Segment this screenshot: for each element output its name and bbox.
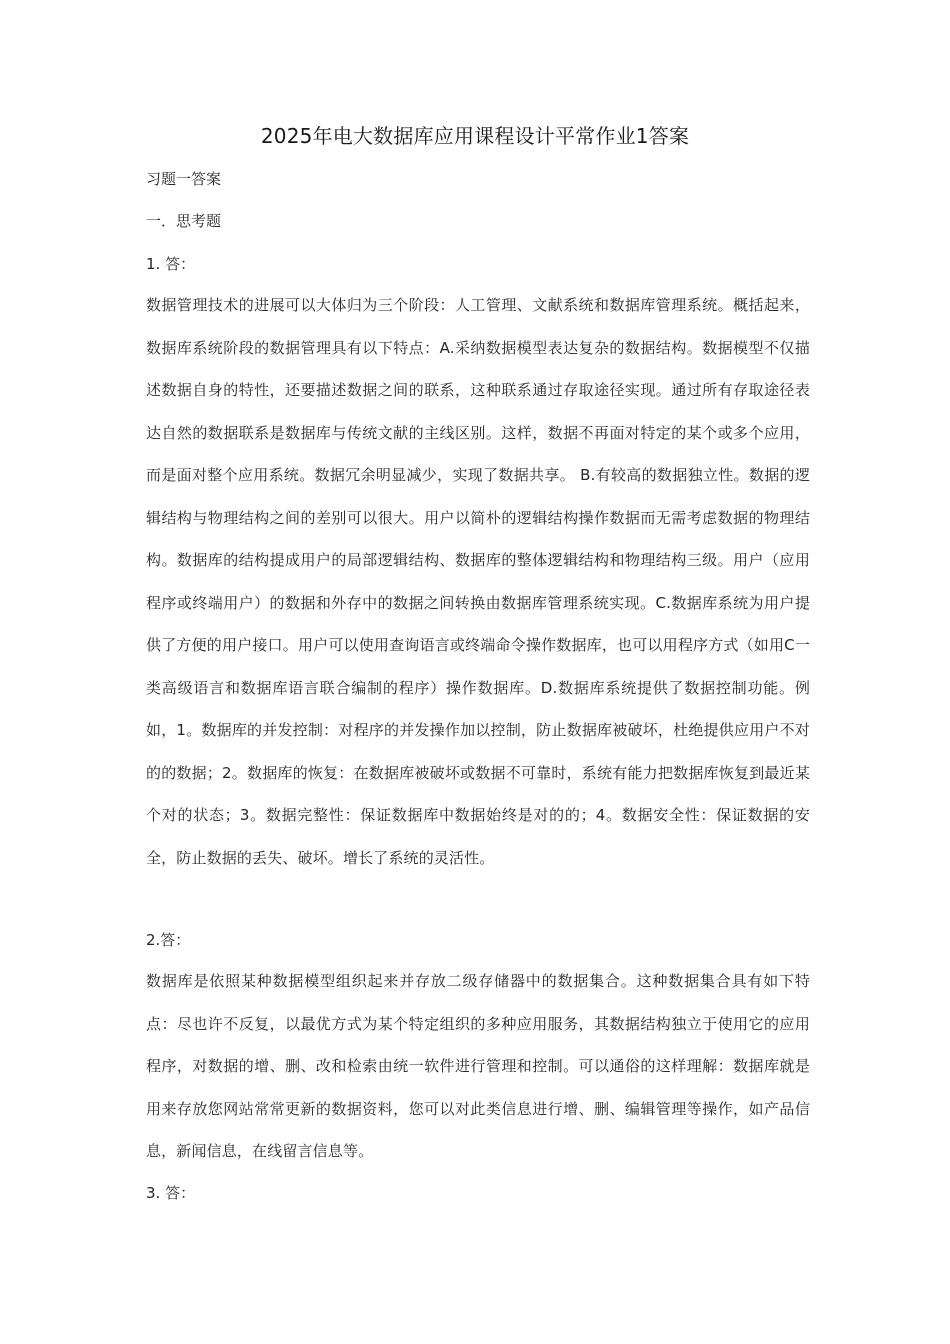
question-2-answer: 数据库是依照某种数据模型组织起来并存放二级存储器中的数据集合。这种数据集合具有如下特点：尽也许不反复，以最优方式为某个特定组织的多种应用服务，其数据结构独立于使用它的应用程序，对数据的增、删、改和检索由统一软件进行管理和控制。可以通俗的这样理解：数据库就是用来存放您网站常常更新的数据资料，您可以对此类信息进行增、删、编辑管理等操作，如产品信息，新闻信息，在线留言信息等。	[146, 972, 810, 1160]
question-1-answer: 数据管理技术的进展可以大体归为三个阶段：人工管理、文献系统和数据库管理系统。概括起来，数据库系统阶段的数据管理具有以下特点：A.采纳数据模型表达复杂的数据结构。数据模型不仅描述数据自身的特性，还要描述数据之间的联系，这种联系通过存取途径实现。通过所有存取途径表达自然的数据联系是数据库与传统文献的主线区别。这样，数据不再面对特定的某个或多个应用，而是面对整个应用系统。数据冗余明显减少，实现了数据共享。 B.有较高的数据独立性。数据的逻辑结构与物理结构之间的差别可以很大。用户以简朴的逻辑结构操作数据而无需考虑数据的物理结构。数据库的结构提成用户的局部逻辑结构、数据库的整体逻辑结构和物理结构三级。用户（应用程序或终端用户）的数据和外存中的数据之间转换由数据库管理系统实现。C.数据库系统为用户提供了方便的用户接口。用户可以使用查询语言或终端命令操作数据库，也可以用程序方式（如用C一类高级语言和数据库语言联合编制的程序）操作数据库。D.数据库系统提供了数据控制功能。例如，1。数据库的并发控制：对程序的并发操作加以控制，防止数据库被破坏，杜绝提供应用户不对的的数据；2。数据库的恢复：在数据库被破坏或数据不可靠时，系统有能力把数据库恢复到最近某个对的状态；3。数据完整性：保证数据库中数据始终是对的的；4。数据安全性：保证数据的安全，防止数据的丢失、破坏。增长了系统的灵活性。	[146, 296, 810, 867]
question-3-label: 3. 答：	[146, 1184, 196, 1202]
question-1-label: 1. 答：	[146, 255, 196, 273]
question-2-label: 2.答：	[146, 931, 191, 949]
subsection-heading: 一．思考题	[146, 212, 222, 230]
section-heading: 习题一答案	[146, 170, 222, 188]
document-title: 2025年电大数据库应用课程设计平常作业1答案	[260, 124, 690, 148]
